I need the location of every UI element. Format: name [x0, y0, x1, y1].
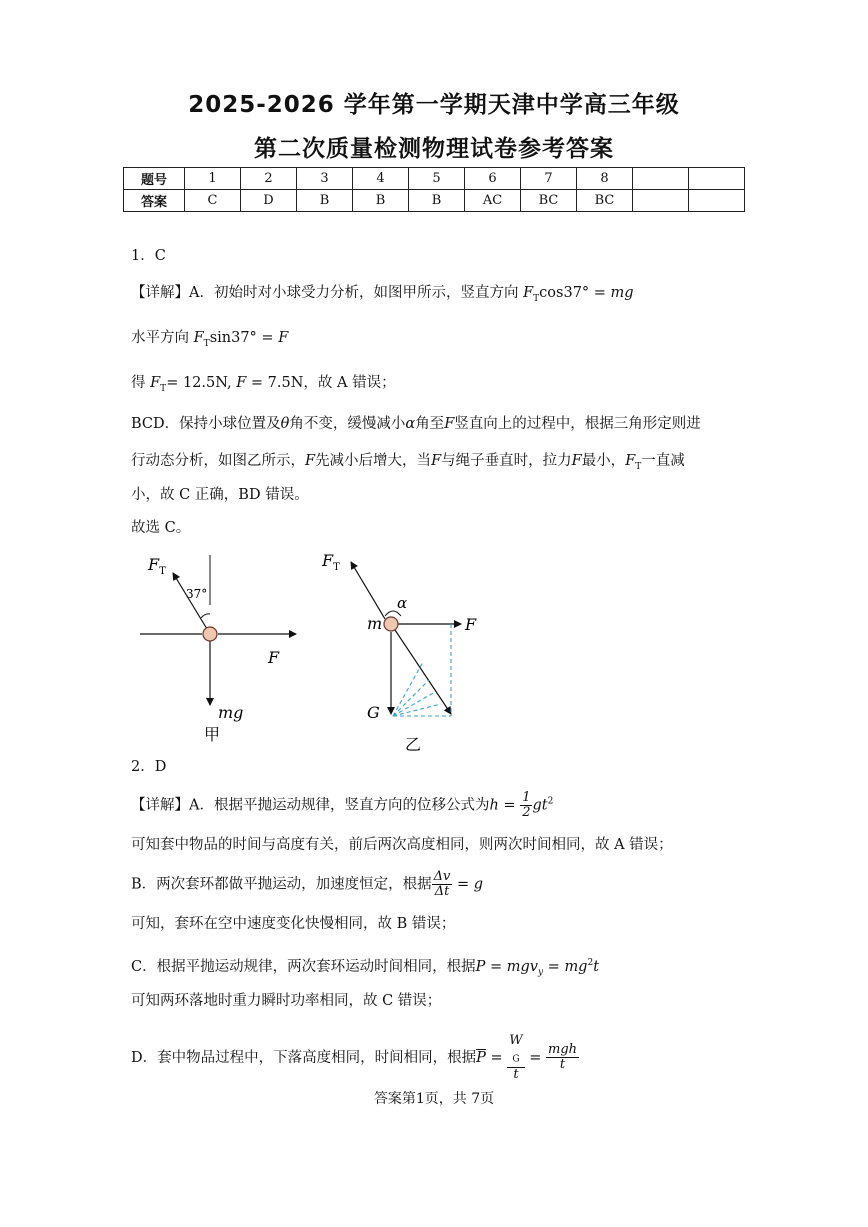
q2-detail-line-1: 【详解】A．根据平抛运动规律，竖直方向的位移公式为h = $\frac{1}{2}$ $gt^2$	[131, 790, 554, 820]
q1-detail-line-2: 水平方向 $F_T\sin 37^\circ = F$	[131, 330, 289, 349]
q1-heading: 1．C	[131, 248, 166, 264]
number-cell: 2	[241, 168, 297, 190]
answer-cell: AC	[465, 190, 521, 212]
number-cell: 3	[297, 168, 353, 190]
number-cell: 7	[521, 168, 577, 190]
q2-heading: 2．D	[131, 759, 167, 775]
number-row	[124, 168, 745, 190]
ft-arrow	[173, 573, 207, 629]
force-diagram-jia	[130, 545, 320, 745]
answer-cell: B	[297, 190, 353, 212]
number-cell	[633, 168, 689, 190]
answer-row	[124, 190, 745, 212]
answer-cell	[633, 190, 689, 212]
q2-detail-line-4: 可知，套环在空中速度变化快慢相同，故 B 错误；	[131, 916, 456, 932]
number-cell: 4	[353, 168, 409, 190]
answer-cell: C	[185, 190, 241, 212]
title-line-1: 2025-2026 学年第一学期天津中学高三年级	[188, 92, 680, 118]
answer-cell: B	[353, 190, 409, 212]
number-cell: 6	[465, 168, 521, 190]
g-label: G	[367, 703, 380, 722]
q1-text: 【详解】A．初始时对小球受力分析，如图甲所示，竖直方向	[131, 285, 519, 301]
q2-detail-line-6: 可知两环落地时重力瞬时功率相同，故 C 错误；	[131, 993, 442, 1009]
ft-arrow	[351, 562, 385, 619]
number-header: 题号	[124, 168, 185, 190]
q1-conclusion: 故选 C。	[131, 520, 191, 536]
ball	[384, 617, 398, 631]
number-cell: 1	[185, 168, 241, 190]
title-line-2: 第二次质量检测物理试卷参考答案	[254, 136, 614, 162]
f-label: F	[465, 615, 477, 634]
answer-header: 答案	[124, 190, 185, 212]
ft-label: $F_T$	[148, 555, 166, 577]
resultant-arrow	[395, 630, 451, 714]
number-cell: 5	[409, 168, 465, 190]
q2-detail-line-2: 可知套中物品的时间与高度有关，前后两次高度相同，则两次时间相同，故 A 错误；	[131, 837, 673, 853]
answer-table	[123, 167, 745, 212]
alpha-label: α	[397, 594, 408, 612]
q1-detail-line-3: 得 $F_T= 12.5N$, F = 7.5N，故 A 错误；	[131, 375, 396, 394]
q1-detail-line-1: 【详解】A．初始时对小球受力分析，如图甲所示，竖直方向 $F_T\cos 37^\circ$ = mg	[131, 285, 634, 304]
q2-detail-line-5: C．根据平抛运动规律，两次套环运动时间相同，根据$P = mgv_y = mg^2t$	[131, 958, 600, 978]
answer-cell	[689, 190, 745, 212]
q1-detail-line-4: BCD．保持小球位置及θ角不变，缓慢减小α角至F竖直向上的过程中，根据三角形定则进	[131, 416, 701, 432]
q2-detail-line-7: D．套中物品过程中，下落高度相同，时间相同，根据$\overline{P}$ = W $_G$ t = $\frac{\text{mgh}}{t}$	[131, 1033, 578, 1082]
ft-label: $F_T$	[322, 551, 340, 573]
m-label: m	[367, 614, 383, 633]
caption-jia: 甲	[204, 725, 221, 744]
answer-cell: BC	[577, 190, 633, 212]
angle-label: 37°	[186, 587, 208, 601]
force-diagram-yi	[315, 540, 515, 755]
answer-cell: BC	[521, 190, 577, 212]
q1-detail-line-5: 行动态分析，如图乙所示，F先减小后增大，当F与绳子垂直时，拉力F最小，$F_T$一直减	[131, 453, 685, 472]
q2-detail-line-3: B．两次套环都做平抛运动，加速度恒定，根据 $\frac{\Delta v}{\Delta t}$ = g	[131, 869, 484, 899]
page-footer: 答案第1页，共 7页	[373, 1091, 495, 1107]
caption-yi: 乙	[405, 735, 422, 754]
answer-cell: D	[241, 190, 297, 212]
mg-label: mg	[218, 703, 244, 722]
q1-detail-line-6: 小，故 C 正确，BD 错误。	[131, 487, 309, 503]
f-label: F	[268, 648, 280, 667]
answer-cell: B	[409, 190, 465, 212]
number-cell	[689, 168, 745, 190]
ball	[203, 627, 217, 641]
number-cell: 8	[577, 168, 633, 190]
